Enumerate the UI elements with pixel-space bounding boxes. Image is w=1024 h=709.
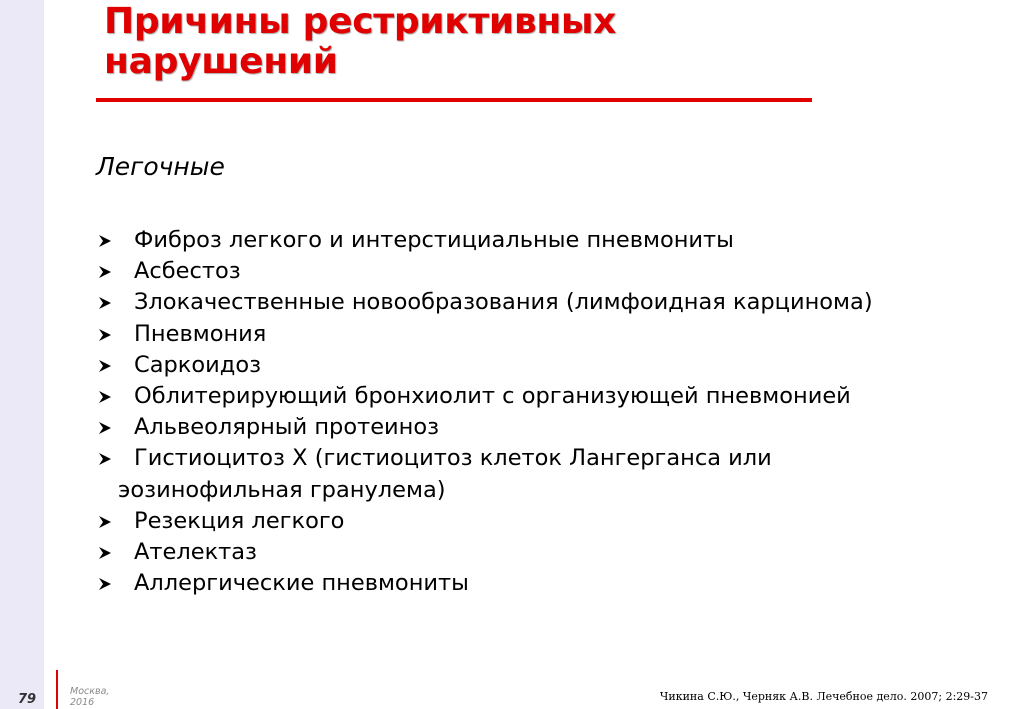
list-item-text: Облитерирующий бронхиолит с организующей пневмонией bbox=[134, 383, 851, 410]
arrow-bullet-icon bbox=[98, 515, 112, 529]
list-item bbox=[98, 287, 978, 318]
list-item-text: Резекция легкого bbox=[134, 507, 345, 534]
list-item-text: Гистиоцитоз Х (гистиоцитоз клеток Лангерганса или bbox=[134, 445, 772, 472]
list-item bbox=[98, 568, 978, 599]
list-item bbox=[98, 412, 978, 443]
arrow-bullet-icon bbox=[98, 577, 112, 591]
list-item-text: Ателектаз bbox=[134, 539, 258, 566]
list-item bbox=[98, 319, 978, 350]
left-side-strip bbox=[0, 0, 44, 709]
title-underline bbox=[96, 98, 812, 102]
list-item bbox=[98, 506, 978, 537]
list-item-text: Саркоидоз bbox=[134, 351, 262, 378]
arrow-bullet-icon bbox=[98, 452, 112, 466]
slide-title bbox=[104, 2, 616, 82]
footer-citation: Чикина С.Ю., Черняк А.В. Лечебное дело. 2007; 2:29-37 bbox=[659, 690, 988, 703]
list-item-text: Аллергические пневмониты bbox=[134, 570, 469, 597]
footer-divider bbox=[56, 670, 58, 709]
arrow-bullet-icon bbox=[98, 421, 112, 435]
list-item-text: Альвеолярный протеиноз bbox=[134, 414, 440, 441]
list-item-text: Пневмония bbox=[134, 320, 267, 347]
arrow-bullet-icon bbox=[98, 265, 112, 279]
list-item-text: Фиброз легкого и интерстициальные пневмониты bbox=[134, 227, 734, 253]
list-item bbox=[98, 350, 978, 381]
footer-year: 2016 bbox=[70, 697, 95, 708]
arrow-bullet-icon bbox=[98, 234, 112, 248]
list-item bbox=[98, 256, 978, 287]
arrow-bullet-icon bbox=[98, 296, 112, 310]
causes-list bbox=[98, 225, 978, 599]
list-item bbox=[98, 225, 978, 256]
list-item-continuation: эозинофильная гранулема) bbox=[118, 476, 446, 503]
list-item-text: Асбестоз bbox=[134, 258, 241, 285]
footer-city: Москва, bbox=[70, 686, 110, 697]
arrow-bullet-icon bbox=[98, 546, 112, 560]
list-item-text: Злокачественные новообразования (лимфоидная карцинома) bbox=[134, 289, 873, 316]
list-item bbox=[98, 443, 978, 505]
list-item bbox=[98, 537, 978, 568]
slide-title-line-1: Причины рестриктивных bbox=[104, 1, 617, 42]
slide-title-line-2: нарушений bbox=[104, 41, 338, 82]
list-item bbox=[98, 381, 978, 412]
footer-location bbox=[70, 686, 109, 708]
arrow-bullet-icon bbox=[98, 359, 112, 373]
arrow-bullet-icon bbox=[98, 390, 112, 404]
arrow-bullet-icon bbox=[98, 328, 112, 342]
page-number: 79 bbox=[17, 692, 37, 707]
section-heading: Легочные bbox=[96, 152, 225, 181]
